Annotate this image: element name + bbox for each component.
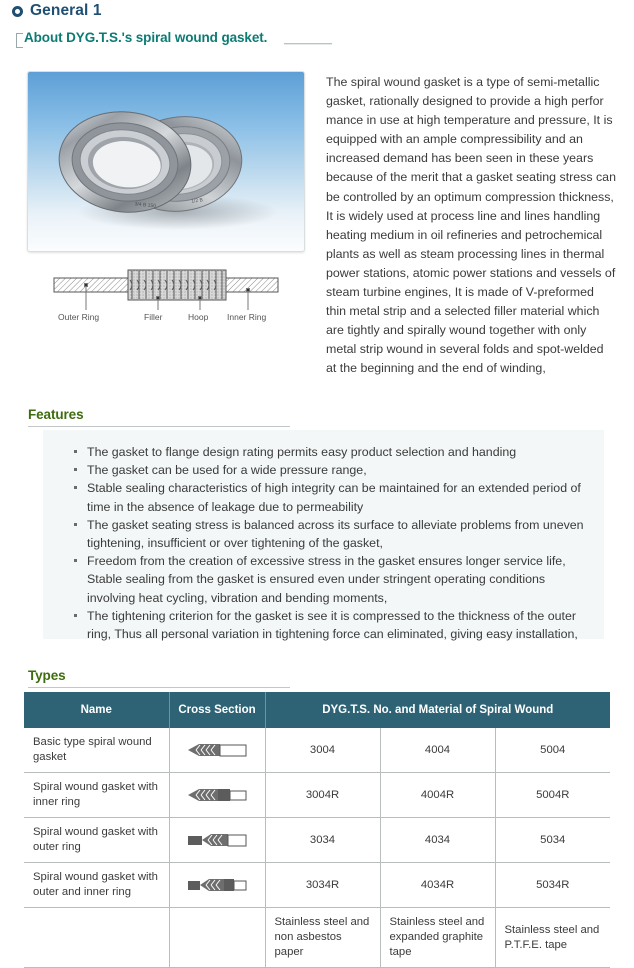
row-number-1: 3004 — [265, 728, 380, 773]
row-number-3: 5034 — [495, 818, 610, 863]
product-photo — [27, 71, 305, 252]
features-heading-rule — [28, 426, 290, 427]
cs-basic-icon — [186, 741, 248, 759]
row-name: Spiral wound gasket with outer ring — [24, 818, 169, 863]
cross-section-outer-icon — [169, 818, 265, 863]
row-number-2: 4034R — [380, 863, 495, 908]
row-number-1: 3034 — [265, 818, 380, 863]
page-header — [12, 2, 102, 20]
gasket-photo-illustration — [28, 72, 304, 251]
cross-section-outer-inner-icon — [169, 863, 265, 908]
cs-outer-icon — [186, 831, 248, 849]
diagram-label-filler: Filler — [144, 312, 163, 322]
types-table — [24, 692, 610, 968]
table-row — [24, 818, 610, 863]
material-1: Stainless steel and non asbestos paper — [265, 908, 380, 968]
cs-inner-icon — [186, 786, 248, 804]
svg-text:3/4 B 150: 3/4 B 150 — [134, 201, 157, 210]
list-item: The tightening criterion for the gasket is see it is compressed to the thickness of the outer ring, Thus all personal variation in tightening force can eliminated, giving easy installation, — [87, 607, 594, 643]
row-number-1: 3004R — [265, 773, 380, 818]
diagram-label-outer-ring: Outer Ring — [58, 312, 100, 322]
about-body-text: The spiral wound gasket is a type of semi-metallic gasket, rationally designed to provide a high perfor mance in use at high temperature and pressure, It is equipped with an ample compressibility and an increased demand has been seen in these years because of the merit that a gasket seating stress can be controlled by an optimum compression thickness, It is widely used at process line and lines handling heating medium in oil refineries and petrochemical plants as well as steam processing lines in thermal power stations, atomic power stations and vessels of steam turbine engines, It is made of V-preformed thin metal strip and a selected filler material which are tightly and spirally wound together with only metal strip wound in several folds and spot-welded at the beginning and the end of winding, — [326, 75, 616, 376]
page-title: General 1 — [30, 2, 102, 19]
materials-empty-name — [24, 908, 169, 968]
cross-section-basic-icon — [169, 728, 265, 773]
list-item: The gasket can be used for a wide pressure range, — [87, 461, 594, 479]
table-header-row — [24, 692, 610, 728]
table-row — [24, 863, 610, 908]
bracket-mark-icon — [16, 33, 23, 48]
types-heading: Types — [28, 668, 66, 683]
row-name: Spiral wound gasket with outer and inner ring — [24, 863, 169, 908]
row-number-3: 5004 — [495, 728, 610, 773]
row-number-2: 4004R — [380, 773, 495, 818]
svg-text:1/2 B: 1/2 B — [190, 197, 204, 205]
list-item: The gasket seating stress is balanced across its surface to alleviate problems from uneven tightening, insufficient or over tightening of the gasket, — [87, 516, 594, 552]
row-number-2: 4004 — [380, 728, 495, 773]
row-number-2: 4034 — [380, 818, 495, 863]
materials-empty-cs — [169, 908, 265, 968]
row-number-3: 5004R — [495, 773, 610, 818]
list-item: Freedom from the creation of excessive stress in the gasket ensures longer service life, Stable sealing from the gasket is ensured even under stringent operating conditions involving heat cycling, vibration and bending moments, — [87, 552, 594, 607]
material-2: Stainless steel and expanded graphite tape — [380, 908, 495, 968]
column-header-spiral-wound: DYG.T.S. No. and Material of Spiral Wound — [265, 692, 610, 728]
features-list — [43, 430, 604, 643]
cross-section-diagram — [40, 258, 292, 334]
cs-outer-inner-icon — [186, 876, 248, 894]
row-name: Spiral wound gasket with inner ring — [24, 773, 169, 818]
table-row — [24, 728, 610, 773]
about-section-heading — [16, 30, 332, 52]
types-heading-rule — [28, 687, 290, 688]
features-panel — [43, 430, 604, 642]
heading-rule — [284, 43, 332, 45]
ring-icon — [12, 6, 23, 17]
about-title: About DYG.T.S.'s spiral wound gasket. — [24, 30, 268, 45]
list-item: Stable sealing characteristics of high integrity can be maintained for an extended period of time in the absence of leakage due to permeability — [87, 479, 594, 515]
material-3: Stainless steel and P.T.F.E. tape — [495, 908, 610, 968]
row-number-1: 3034R — [265, 863, 380, 908]
column-header-name: Name — [24, 692, 169, 728]
column-header-cross-section: Cross Section — [169, 692, 265, 728]
table-row — [24, 773, 610, 818]
list-item: The gasket to flange design rating permits easy product selection and handing — [87, 443, 594, 461]
row-name: Basic type spiral wound gasket — [24, 728, 169, 773]
features-heading: Features — [28, 407, 84, 422]
diagram-label-inner-ring: Inner Ring — [227, 312, 267, 322]
diagram-label-hoop: Hoop — [188, 312, 209, 322]
cross-section-inner-icon — [169, 773, 265, 818]
row-number-3: 5034R — [495, 863, 610, 908]
table-materials-row — [24, 908, 610, 968]
